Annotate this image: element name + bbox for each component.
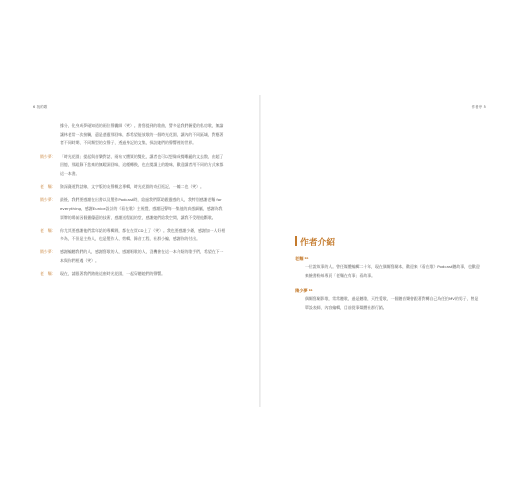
speaker-label: 老 麵： (40, 271, 56, 277)
speech-text: 資深賽道對話線，文字版的友聲概念專輯，時光花園的奇幻逛記，一幢二也（笑）。 (60, 184, 204, 189)
speech-text: 「時光花園」提起與音樂對話，兩布又體質的雙化，讓者也可以想像成餐雕麗的文去散，由超了回憶，那組錄下您來的無暇洞回味，這種轉換，也在閱讀上的趣味，歡迎讀者用不同的方式來都這一本書。 (60, 153, 224, 176)
speaker-label: 隋少夢： (40, 197, 56, 203)
left-page (0, 0, 259, 500)
speech-text: 你尤其要感謝他們當年給的專輯錢，都在在買CD上了（笑）。我也要感謝少爺，感謝加一人好相多為，不但是主持人，也是製作人、剪輯、錄音工程、社群小編，感謝你的付出。 (60, 227, 226, 242)
dialogue-entry (40, 196, 226, 222)
authors-heading-text: 作者介紹 (300, 237, 336, 248)
authors-section (295, 234, 481, 319)
speech-text: 感謝編聽我們的人，感謝寫歌的人，感謝唱歌的人，沒機會在這一本介紹的歌手們，希望在下一本與你們相遇（笑）。 (60, 249, 224, 264)
speaker-label: 隋少夢： (40, 249, 56, 255)
speech-text: 現在，請跟著我們踏進這座時光花園，一起穿聽她們的聲響。 (60, 271, 166, 277)
authors-heading (295, 234, 481, 248)
dialogue-entry (40, 183, 226, 192)
arrow-right-icon: ▸▸ (309, 288, 313, 293)
author-name-text: 老麵 (295, 256, 304, 261)
opening-paragraph: 緣分，化身成夢碰知道的兩位聲囊師（笑）。書寫提到的歌曲，譬多是我們倆愛的私房歌，無論讓林老常一次接觸，還是憑靈那回味，都希望能放歌的一個時光花園，讓內的不同區域，對應著者不同時期、不同類型的女聲子，透過身記的文集，探訪她們的聲響裡的世界。 (60, 123, 224, 146)
dialogue-entry (40, 227, 226, 244)
speaker-label: 老 麵： (40, 184, 56, 189)
right-page (261, 0, 520, 500)
author-bio: 一位說故事的人。曾任媒體編輯二十年，現在偶爾寫劇本，歡迎來《看在歌》Podcast聽故事，也歡迎來臉書粉絲專頁「老麵在有事」看故事。 (305, 264, 480, 278)
speech-text: 最後，我們要感謝在出書以及製作Podcast時，給過我們幫助跟靈感的人，我特別感謝老麵 for everything，感謝Eunice設計的《看在歌》主視覺，感謝冠聲每一集他的真憑細膩，感謝為我票牌的場前因個播優還的技術，感謝送程組的堂，感謝她們給我空間，讓我不受理他斷歌。 (60, 197, 223, 220)
speaker-label: 隋少夢： (40, 153, 56, 159)
author-name-text: 隋少夢 (295, 288, 308, 294)
left-running-head: 6 找的歌 (33, 105, 48, 109)
dialogue-entry (40, 270, 226, 279)
heading-bar (295, 236, 297, 246)
dialogue-entry (40, 153, 226, 179)
author-name (295, 254, 481, 263)
speaker-label: 老 麵： (40, 227, 56, 233)
author-name (295, 286, 481, 295)
arrow-right-icon: ▸▸ (304, 256, 309, 260)
right-running-head: 作者序 5 (471, 105, 486, 109)
dialogue-entry (40, 248, 226, 265)
author-bio: 偶爾寫劇影歌，常常聽歌，過是聽歌，天性愛歌，一個聽音樂會跟著對轉自己為任拍MV的男子，曾是單設表師，內容編輯，目前從事媒體社群行銷。 (305, 296, 479, 311)
left-body-text (40, 122, 226, 283)
